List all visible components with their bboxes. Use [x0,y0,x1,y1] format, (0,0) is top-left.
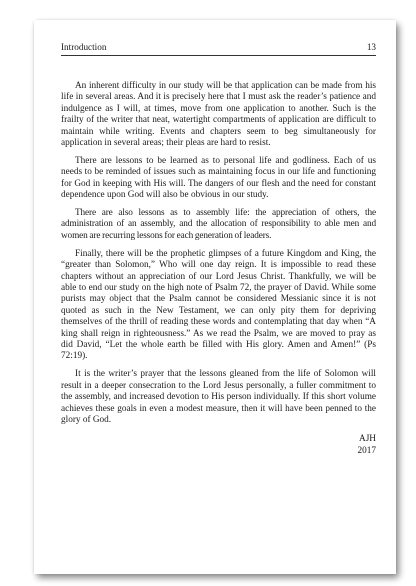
body-text [61,81,376,426]
signature-block [61,434,376,457]
page-number: 13 [366,42,376,52]
chapter-title: Introduction [61,42,107,52]
running-header [61,42,376,56]
book-page [34,20,396,574]
paragraph-5: It is the writer’s prayer that the lessons gleaned from the life of Solomon will result in a deeper consecration to the Lord Jesus personally, a fuller commitment to the assembly, and increased devotion to His person individually. If this short volume achieves these goals in even a modest measure, then it will have been penned to the glory of God. [61,369,376,425]
author-initials: AJH [359,434,376,445]
paragraph-4: Finally, there will be the prophetic glimpses of a future Kingdom and King, the “greater than Solomon,” Who will one day reign. It is impossible to read these chapters without an appreciation of our Lord Jesus Christ. Thankfully, we will be able to end our study on the high note of Psalm 72, the prayer of David. While some purists may object that the Psalm cannot be considered Messianic since it is not quoted as such in the New Testament, we can only pity them for depriving themselves of the thrill of reading these words and contemplating that day when “A king shall reign in righteousness.” As we read the Psalm, we are moved to pray as did David, “Let the whole earth be filled with His glory. Amen and Amen!” (Ps 72:19). [61,248,376,362]
signature-year: 2017 [357,445,376,456]
paragraph-3: There are also lessons as to assembly life: the appreciation of others, the administration of an assembly, and the allocation of responsibility to able men and women are recurring lessons for each generation of leaders. [61,208,376,241]
paragraph-1: An inherent difficulty in our study will be that application can be made from his life in several areas. And it is precisely here that I must ask the reader’s patience and indulgence as I will, at times, move from one application to another. Such is the frailty of the writer that neat, watertight compartments of application are difficult to maintain while writing. Events and chapters seem to beg simultaneously for application in several areas; their pleas are hard to resist. [61,81,376,149]
paragraph-2: There are lessons to be learned as to personal life and godliness. Each of us needs to be reminded of issues such as maintaining focus in our life and functioning for God in keeping with His will. The dangers of our flesh and the need for constant dependence upon God will also be obvious in our study. [61,155,376,201]
